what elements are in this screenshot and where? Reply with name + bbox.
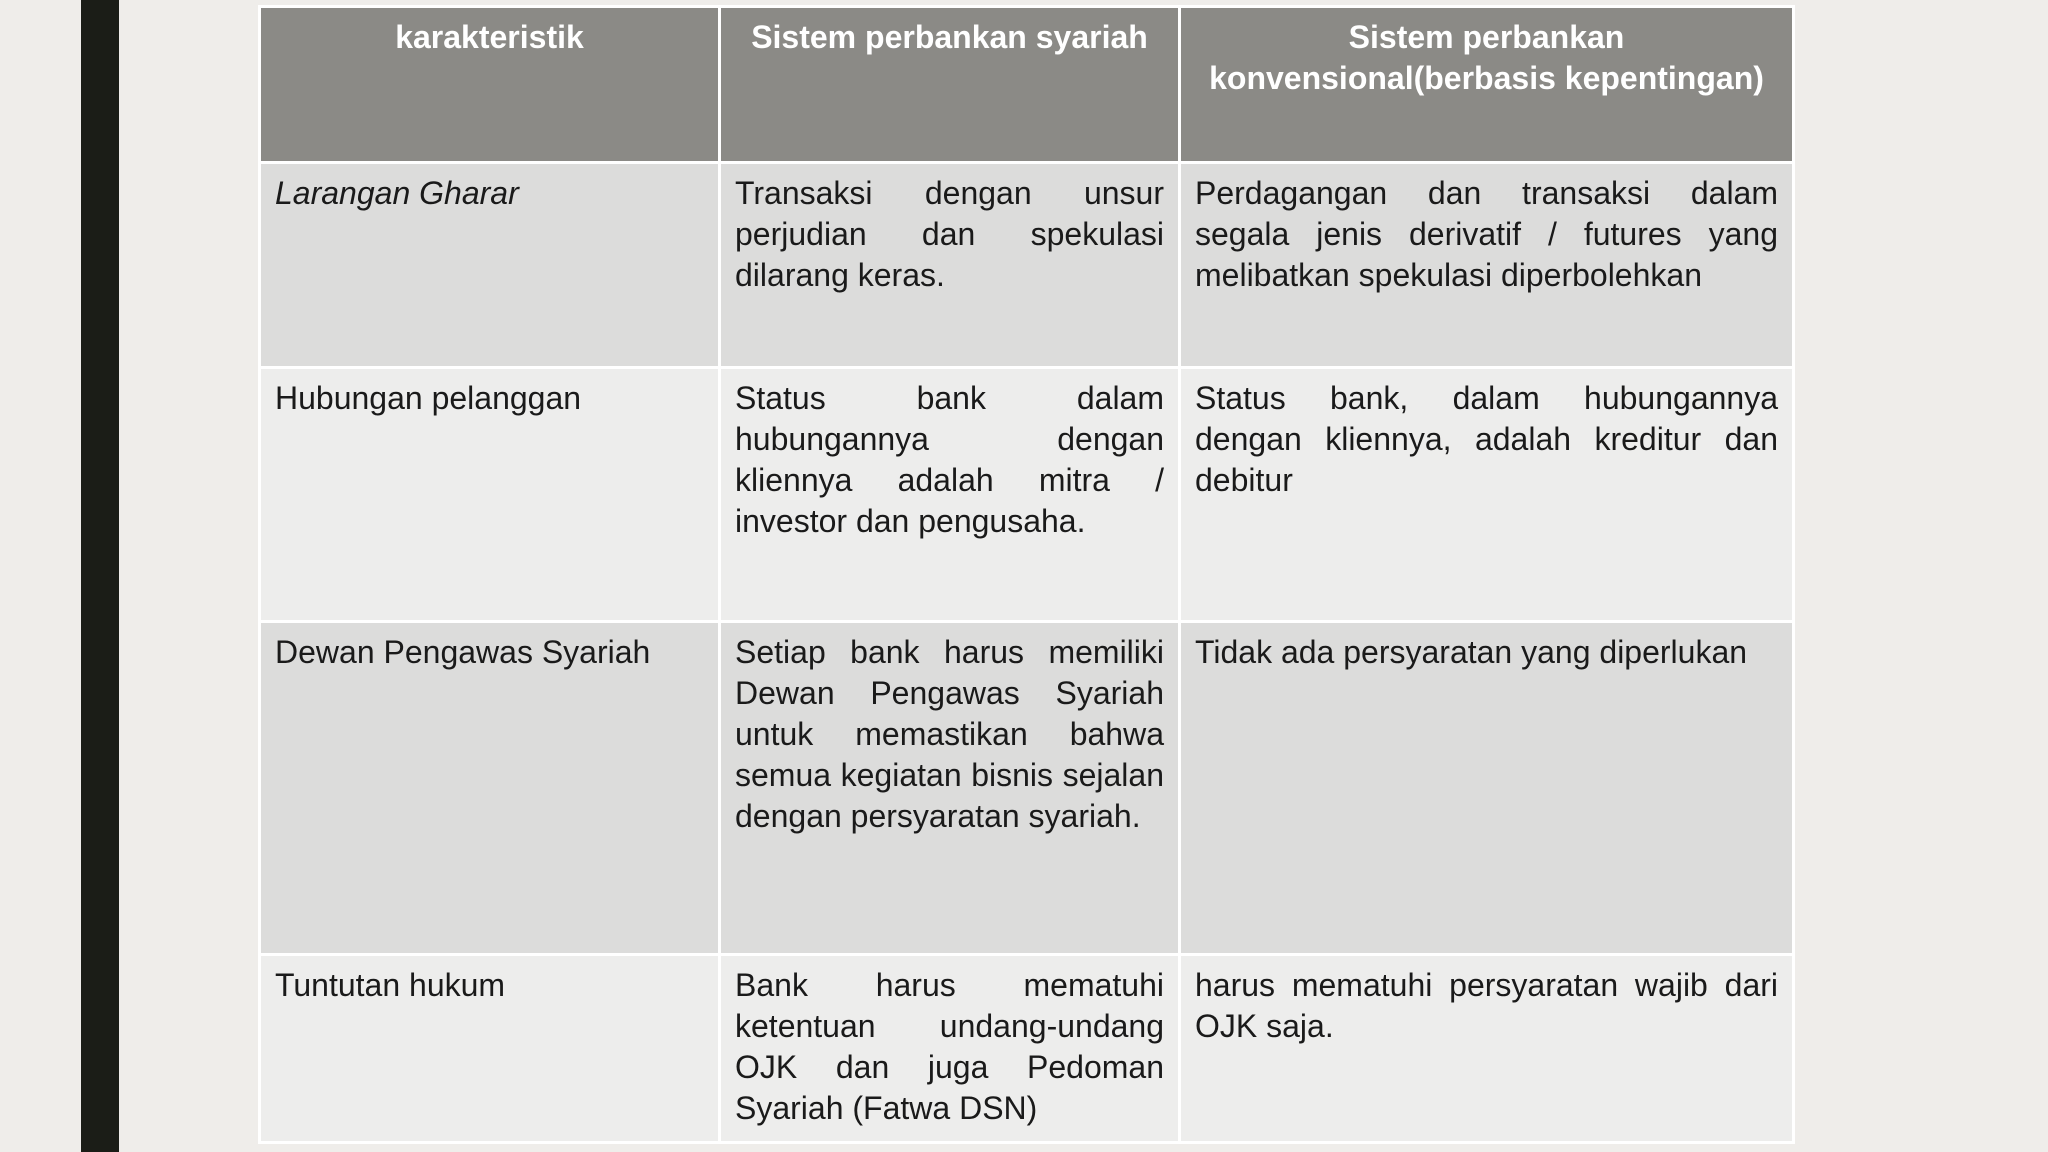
- row-konvensional: Status bank, dalam hubungannya dengan kliennya, adalah kreditur dan debitur: [1180, 368, 1794, 622]
- header-konvensional: Sistem perbankan konvensional(berbasis kepentingan): [1180, 7, 1794, 163]
- table-row: [260, 368, 1794, 622]
- header-syariah: Sistem perbankan syariah: [720, 7, 1180, 163]
- row-characteristic: Hubungan pelanggan: [260, 368, 720, 622]
- row-syariah: Status bank dalam hubungannya dengan kliennya adalah mitra / investor dan pengusaha.: [720, 368, 1180, 622]
- table-row: [260, 955, 1794, 1143]
- left-accent-bar: [81, 0, 119, 1152]
- table-row: [260, 163, 1794, 368]
- row-konvensional: Perdagangan dan transaksi dalam segala jenis derivatif / futures yang melibatkan spekulasi diperbolehkan: [1180, 163, 1794, 368]
- row-konvensional: harus mematuhi persyaratan wajib dari OJK saja.: [1180, 955, 1794, 1143]
- header-characteristic: karakteristik: [260, 7, 720, 163]
- row-syariah: Setiap bank harus memiliki Dewan Pengawas Syariah untuk memastikan bahwa semua kegiatan bisnis sejalan dengan persyaratan syariah.: [720, 622, 1180, 955]
- row-syariah: Transaksi dengan unsur perjudian dan spekulasi dilarang keras.: [720, 163, 1180, 368]
- comparison-table-container: [258, 5, 1792, 1144]
- table-row: [260, 622, 1794, 955]
- row-konvensional: Tidak ada persyaratan yang diperlukan: [1180, 622, 1794, 955]
- comparison-table: [258, 5, 1795, 1144]
- table-header-row: [260, 7, 1794, 163]
- row-characteristic: Dewan Pengawas Syariah: [260, 622, 720, 955]
- row-characteristic: Tuntutan hukum: [260, 955, 720, 1143]
- row-characteristic: Larangan Gharar: [260, 163, 720, 368]
- row-syariah: Bank harus mematuhi ketentuan undang-undang OJK dan juga Pedoman Syariah (Fatwa DSN): [720, 955, 1180, 1143]
